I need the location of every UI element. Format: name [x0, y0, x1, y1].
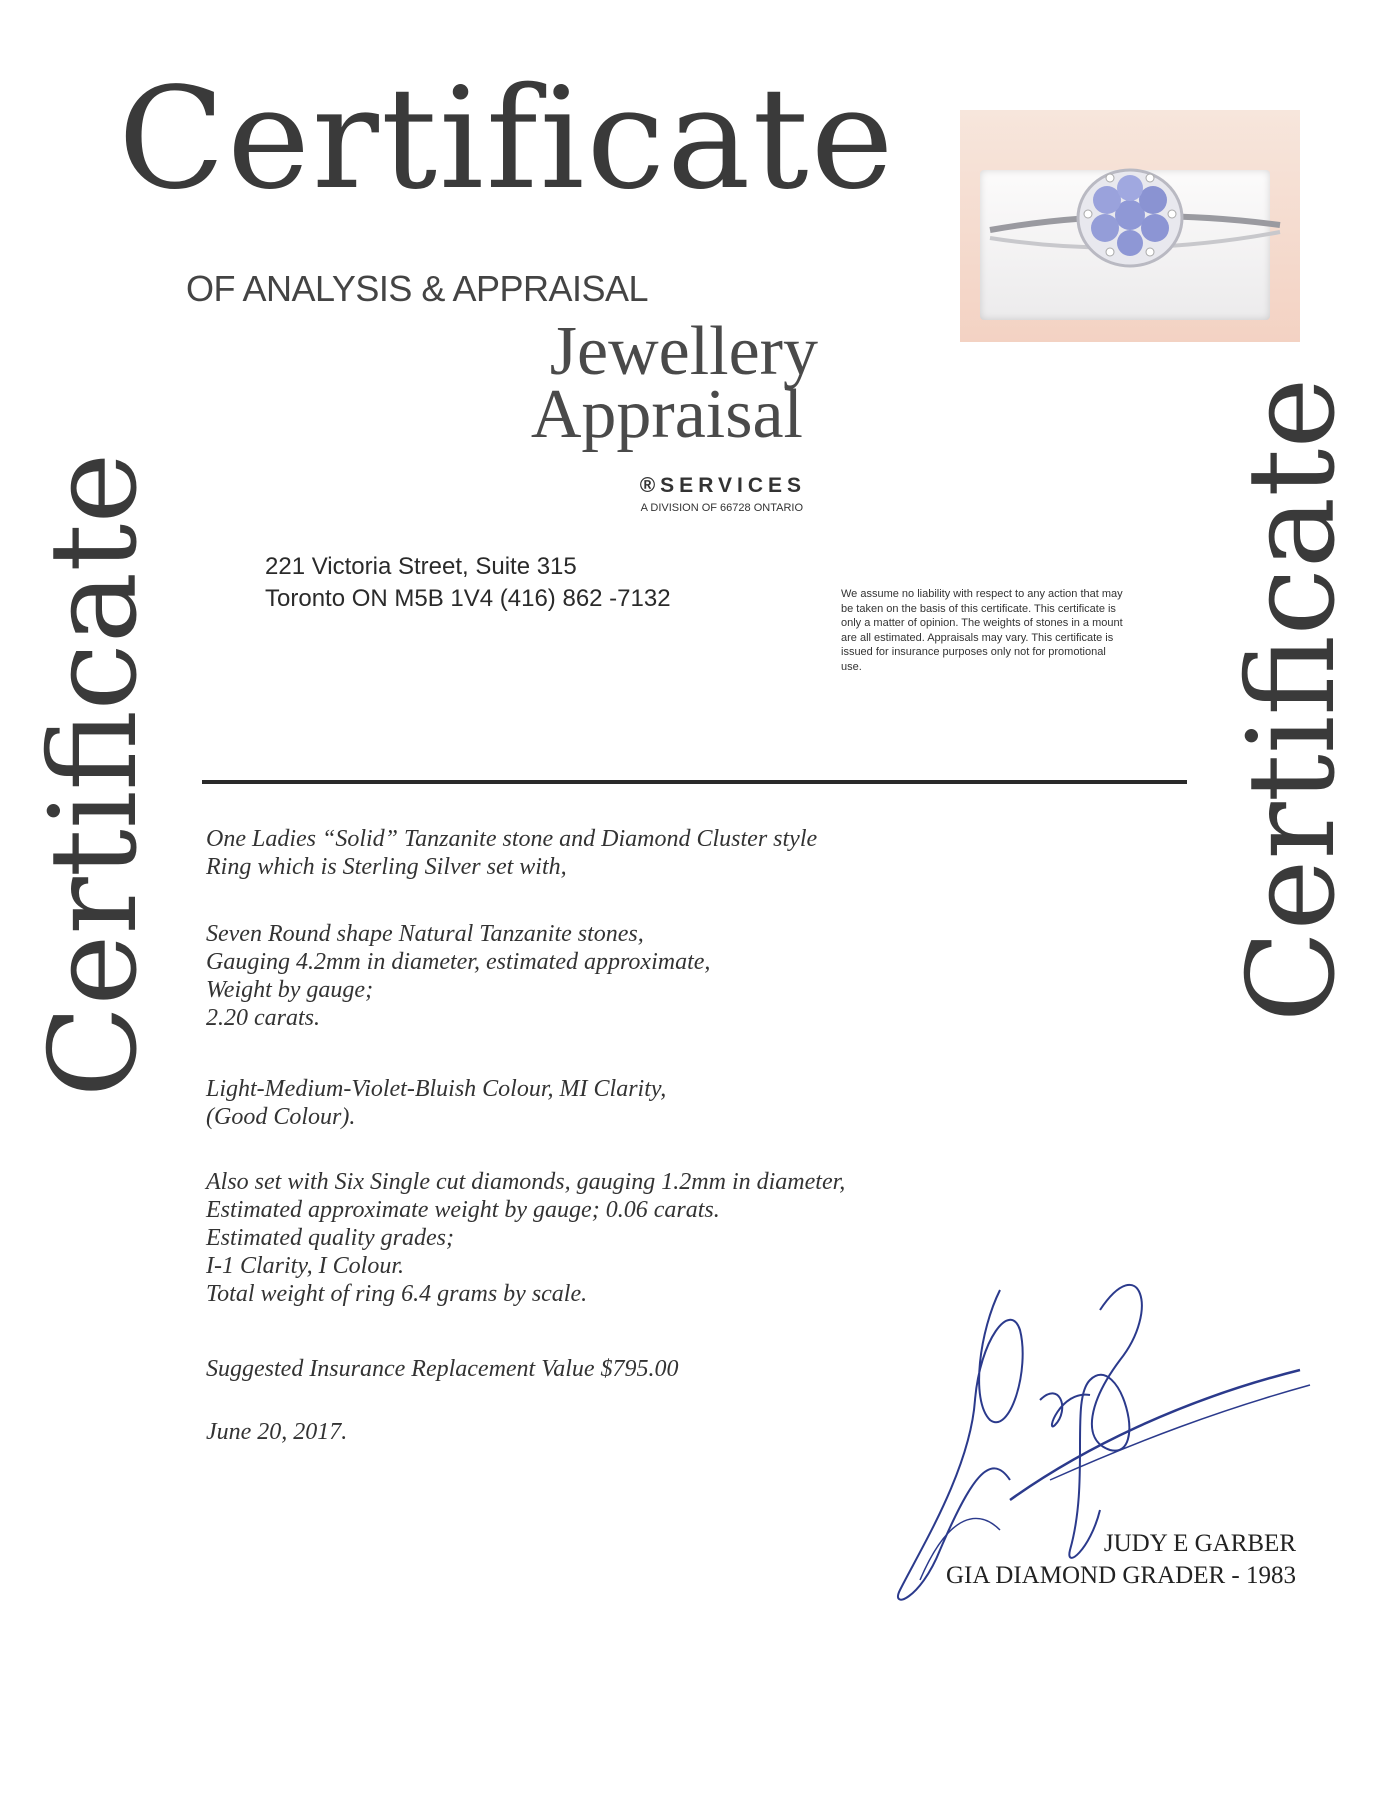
diamond-stone: [1106, 174, 1114, 182]
logo-line-jewellery: Jewellery: [549, 313, 818, 390]
logo-division: A DIVISION OF 66728 ONTARIO: [640, 502, 803, 514]
tanzanite-stone: [1091, 214, 1119, 242]
tanzanite-stone: [1117, 175, 1143, 201]
desc-line: Weight by gauge;: [206, 977, 374, 1003]
signer-title: GIA DIAMOND GRADER - 1983: [946, 1562, 1296, 1589]
diamond-stone: [1106, 248, 1114, 256]
description-intro: [206, 825, 986, 881]
side-title-right: Certificate: [1223, 377, 1362, 1023]
desc-line: 2.20 carats.: [206, 1005, 320, 1031]
liability-disclaimer: We assume no liability with respect to any action that may be taken on the basis of this certificate. This certificate is only a matter of opinion. The weights of stones in a mount are all estimated. Appraisals may vary. This certificate is issued for insurance purposes only not for promotional use.: [841, 588, 1123, 673]
ring-image: [960, 110, 1300, 342]
description-colour: [206, 1075, 986, 1131]
desc-line: (Good Colour).: [206, 1104, 356, 1130]
tanzanite-stone: [1141, 214, 1169, 242]
tanzanite-stone: [1117, 230, 1143, 256]
tanzanite-stone: [1139, 186, 1167, 214]
desc-line: Also set with Six Single cut diamonds, gauging 1.2mm in diameter,: [206, 1169, 846, 1195]
description-tanzanite: [206, 920, 986, 1032]
desc-line: Seven Round shape Natural Tanzanite stones,: [206, 921, 644, 947]
divider-rule: [202, 780, 1187, 784]
signer-name: JUDY E GARBER: [1103, 1530, 1296, 1557]
desc-line: Total weight of ring 6.4 grams by scale.: [206, 1281, 588, 1307]
certificate-date: June 20, 2017.: [206, 1419, 348, 1445]
desc-line: One Ladies “Solid” Tanzanite stone and Diamond Cluster style: [206, 826, 818, 852]
desc-line: Estimated quality grades;: [206, 1225, 454, 1251]
logo-line-appraisal: Appraisal: [530, 376, 803, 453]
desc-line: Estimated approximate weight by gauge; 0.06 carats.: [206, 1197, 720, 1223]
address-line-2: Toronto ON M5B 1V4 (416) 862 -7132: [265, 585, 671, 612]
address-line-1: 221 Victoria Street, Suite 315: [265, 553, 577, 580]
desc-line: I-1 Clarity, I Colour.: [206, 1253, 405, 1279]
diamond-stone: [1084, 210, 1092, 218]
diamond-stone: [1168, 210, 1176, 218]
insurance-value: Suggested Insurance Replacement Value $795.00: [206, 1356, 679, 1382]
certificate-subtitle: OF ANALYSIS & APPRAISAL: [186, 268, 649, 309]
desc-line: Gauging 4.2mm in diameter, estimated approximate,: [206, 949, 711, 975]
tanzanite-stone: [1093, 186, 1121, 214]
ring-photo: [960, 110, 1300, 342]
certificate-title: Certificate: [118, 58, 896, 221]
diamond-stone: [1146, 248, 1154, 256]
desc-line: Ring which is Sterling Silver set with,: [206, 854, 567, 880]
diamond-stone: [1146, 174, 1154, 182]
logo-services: ®SERVICES: [639, 474, 806, 497]
desc-line: Light-Medium-Violet-Bluish Colour, MI Clarity,: [206, 1076, 667, 1102]
side-title-left: Certificate: [25, 452, 164, 1098]
